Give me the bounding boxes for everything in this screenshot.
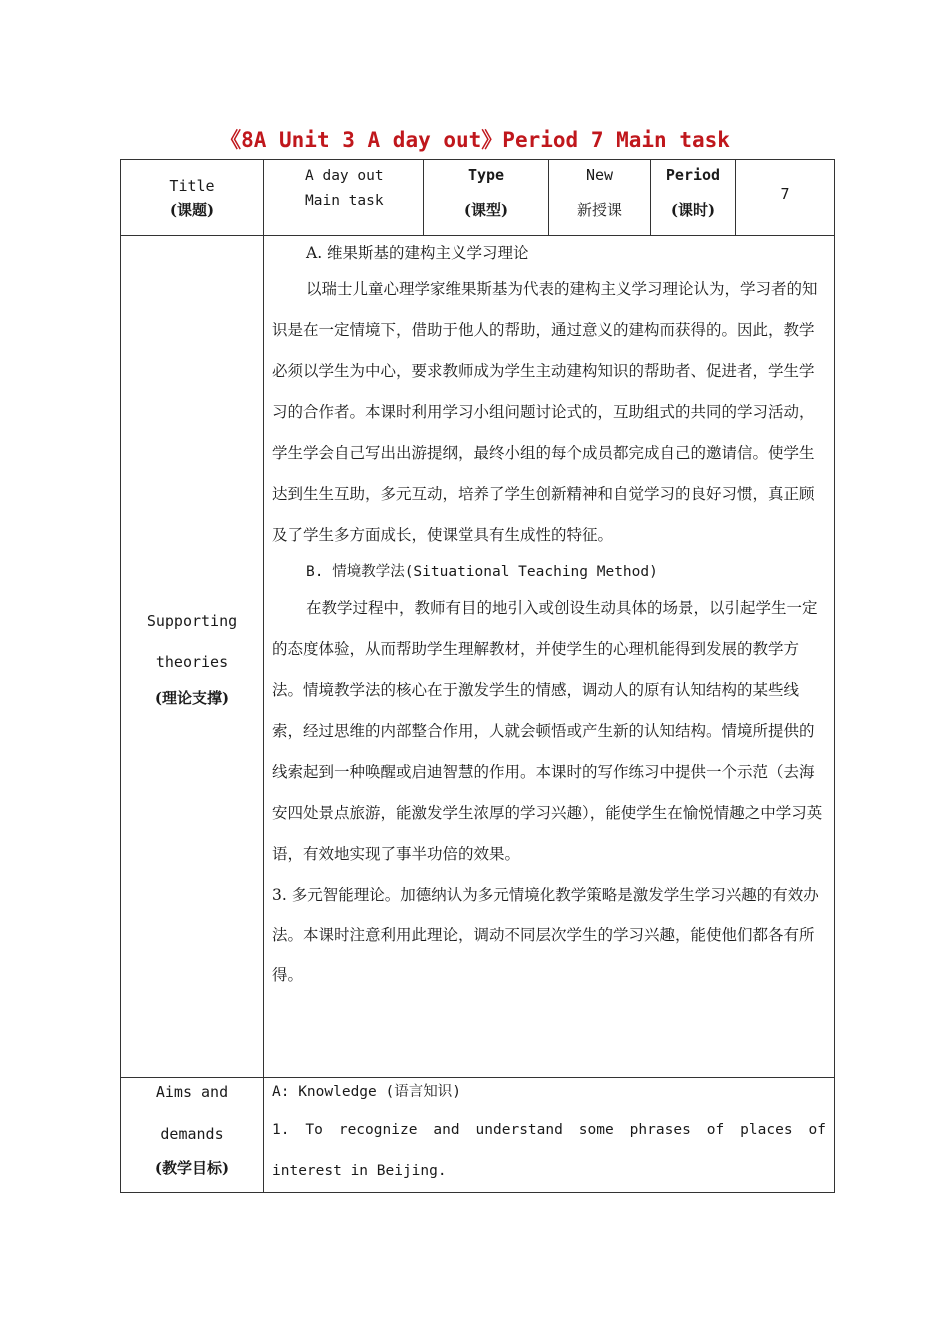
supporting-label-3: (理论支撑) — [154, 688, 230, 707]
supporting-theories-row — [121, 236, 835, 1078]
type-label-cell — [424, 160, 549, 236]
theory-a-heading: A. 维果斯基的建构主义学习理论 — [306, 244, 529, 262]
header-row — [121, 160, 835, 236]
title-value-cell — [264, 160, 424, 236]
document-title: 《8A Unit 3 A day out》Period 7 Main task — [220, 128, 730, 152]
aims-label-cell — [121, 1078, 264, 1193]
aims-content-cell — [264, 1078, 835, 1193]
period-label-cell — [651, 160, 736, 236]
aims-knowledge-heading: A: Knowledge (语言知识) — [272, 1084, 461, 1100]
type-label-en: Type — [467, 166, 505, 184]
theory-b-heading: B. 情境教学法(Situational Teaching Method) — [306, 564, 658, 580]
aims-item-1: 1. To recognize and understand some phrases of places of interest in Beijing. — [272, 1122, 826, 1179]
lesson-plan-table — [120, 159, 835, 1193]
title-value-line-2: Main task — [305, 193, 384, 209]
period-value-cell — [736, 160, 835, 236]
theory-b-paragraph: 在教学过程中，教师有目的地引入或创设生动具体的场景，以引起学生一定的态度体验，从而帮助学生理解教材，并使学生的心理机能得到发展的教学方法。情境教学法的核心在于激发学生的情感，调动人的原有认知结构的某些线索，经过思维的内部整合作用，人就会顿悟或产生新的认知结构。情境所提供的线索起到一种唤醒或启迪智慧的作用。本课时的写作练习中提供一个示范（去海安四处景点旅游，能激发学生浓厚的学习兴趣），能使学生在愉悦情趣之中学习英语，有效地实现了事半功倍的效果。 — [272, 599, 823, 863]
supporting-label-2: theories — [155, 652, 229, 671]
supporting-label-1: Supporting — [146, 611, 238, 630]
period-label-cn: (课时) — [670, 201, 716, 219]
title-label-cn: (课题) — [169, 200, 215, 219]
title-label-cell — [121, 160, 264, 236]
title-label-en: Title — [169, 176, 215, 195]
type-value-cn: 新授课 — [576, 201, 622, 219]
theory-c-paragraph: 3. 多元智能理论。加德纳认为多元情境化教学策略是激发学生学习兴趣的有效办法。本课时注意利用此理论，调动不同层次学生的学习兴趣，能使他们都各有所得。 — [272, 886, 819, 984]
supporting-content-cell — [264, 236, 835, 1078]
period-label-en: Period — [665, 166, 721, 184]
period-value: 7 — [780, 185, 790, 203]
supporting-label-cell — [121, 236, 264, 1078]
title-value-line-1: A day out — [305, 168, 384, 184]
theory-a-paragraph: 以瑞士儿童心理学家维果斯基为代表的建构主义学习理论认为，学习者的知识是在一定情境下，借助于他人的帮助，通过意义的建构而获得的。因此，教学必须以学生为中心，要求教师成为学生主动建构知识的帮助者、促进者，学生学习的合作者。本课时利用学习小组问题讨论式的，互助组式的共同的学习活动，学生学会自己写出出游提纲，最终小组的每个成员都完成自己的邀请信。使学生达到生生互助，多元互动，培养了学生创新精神和自觉学习的良好习惯，真正顾及了学生多方面成长，使课堂具有生成性的特征。 — [272, 280, 818, 544]
type-label-cn: (课型) — [463, 201, 509, 219]
aims-label-3: (教学目标) — [154, 1159, 230, 1177]
aims-label-1: Aims and — [155, 1083, 229, 1101]
aims-label-2: demands — [160, 1125, 224, 1143]
aims-row — [121, 1078, 835, 1193]
type-value-cell — [549, 160, 651, 236]
type-value-en: New — [585, 166, 614, 184]
